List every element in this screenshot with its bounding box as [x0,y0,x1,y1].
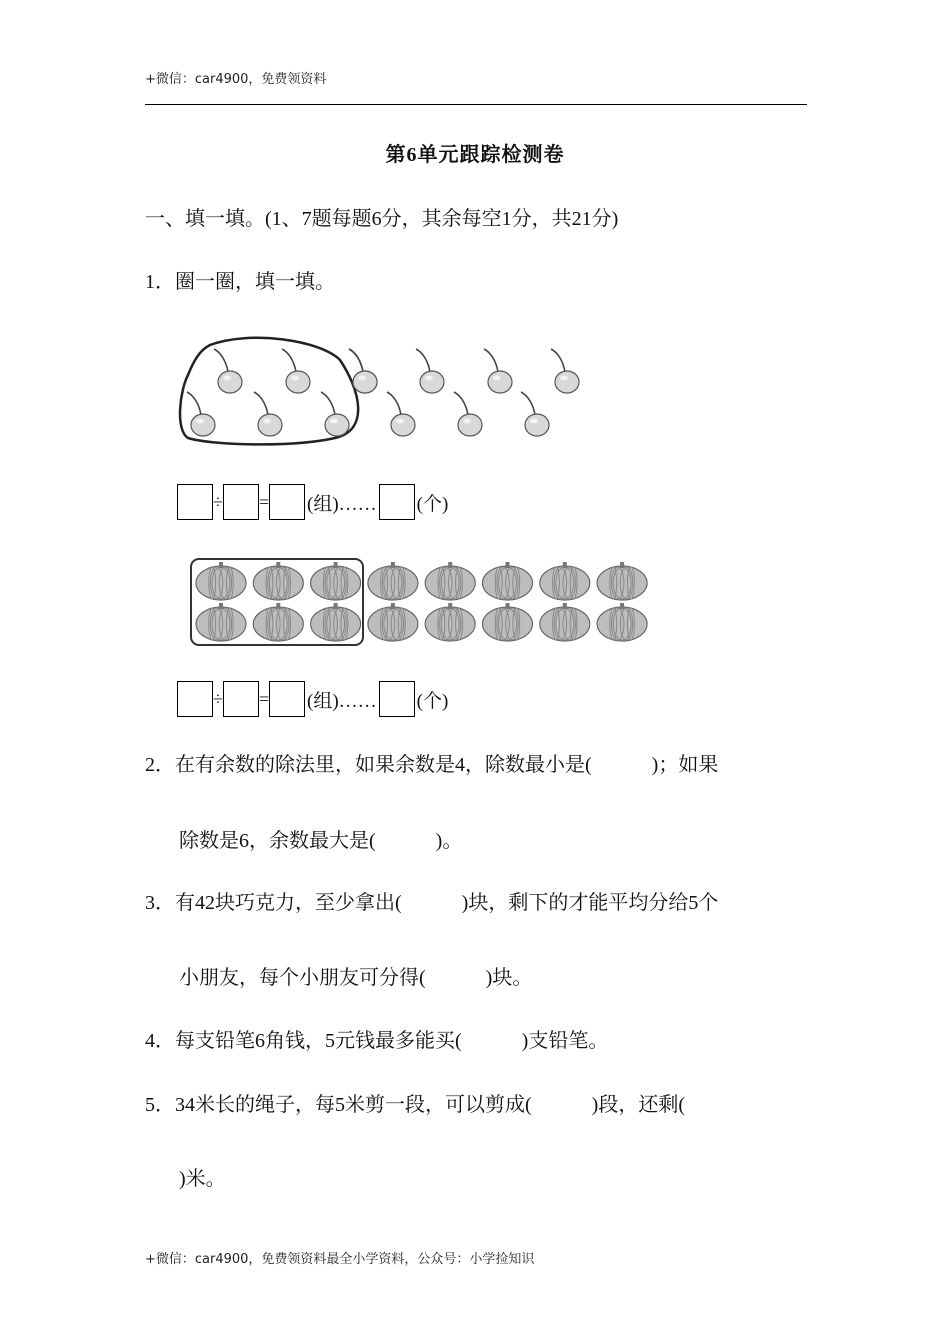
answer-box[interactable] [177,681,213,717]
answer-box[interactable] [177,484,213,520]
pumpkin-icon [196,603,246,641]
cherry-icon [387,392,415,436]
pumpkin-icon [253,603,303,641]
answer-box[interactable] [269,681,305,717]
header-note: +微信：car4900，免费领资料 [145,72,327,87]
group-label: (组)…… [307,493,377,515]
question-line-1: 每支铅笔6角钱，5元钱最多能买( )支铅笔。 [175,1030,609,1052]
unit-label: (个) [416,493,449,515]
pumpkins-illustration [188,556,653,651]
pumpkin-icon [311,603,361,641]
question-text: 圈一圈，填一填。 [175,271,335,293]
question-1 [145,265,335,294]
question-5-line-2: )米。 [179,1168,226,1190]
cherry-icon [454,392,482,436]
answer-box[interactable] [269,484,305,520]
cherry-icon [282,349,310,393]
pumpkin-icon [597,603,647,641]
cherry-icon [416,349,444,393]
pumpkin-icon [368,603,418,641]
question-number: 5． [145,1094,175,1116]
question-2 [145,748,718,777]
equals-sign: = [259,688,270,709]
question-line-1: 34米长的绳子，每5米剪一段，可以剪成( )段，还剩( [175,1094,685,1116]
question-number: 3． [145,892,175,914]
pumpkin-icon [540,603,590,641]
divide-sign: ÷ [213,688,223,709]
question-number: 4． [145,1030,175,1052]
answer-box[interactable] [223,484,259,520]
answer-box[interactable] [379,484,415,520]
answer-box[interactable] [379,681,415,717]
cherry-icon [484,349,512,393]
answer-box[interactable] [223,681,259,717]
pumpkin-icon [425,603,475,641]
pumpkin-icon [483,562,533,600]
cherry-icon [187,392,215,436]
cherries-illustration [170,330,600,450]
question-5 [145,1088,685,1117]
section-heading: 一、填一填。(1、7题每题6分，其余每空1分，共21分) [145,208,619,230]
question-3 [145,886,718,915]
cherry-icon [254,392,282,436]
question-2-line-2: 除数是6，余数最大是( )。 [179,830,463,852]
group-label: (组)…… [307,690,377,712]
pumpkin-icon [253,562,303,600]
footer-note: +微信：car4900，免费领资料最全小学资料，公众号：小学捡知识 [145,1252,535,1267]
pumpkin-icon [311,562,361,600]
pumpkin-icon [540,562,590,600]
divide-sign: ÷ [213,491,223,512]
question-number: 1． [145,271,175,293]
question-3-line-2: 小朋友，每个小朋友可分得( )块。 [179,967,533,989]
question-line-1: 有42块巧克力，至少拿出( )块，剩下的才能平均分给5个 [175,892,719,914]
cherry-icon [321,392,349,436]
cherry-icon [521,392,549,436]
question-4 [145,1024,608,1053]
question-line-1: 在有余数的除法里，如果余数是4，除数最小是( )；如果 [175,754,719,776]
unit-label: (个) [416,690,449,712]
cherry-icon [551,349,579,393]
header-rule [145,104,807,105]
cherry-icon [214,349,242,393]
equals-sign: = [259,491,270,512]
equation-row-1 [177,484,450,520]
pumpkin-icon [597,562,647,600]
pumpkin-icon [196,562,246,600]
pumpkin-icon [425,562,475,600]
pumpkin-icon [368,562,418,600]
page-title: 第6单元跟踪检测卷 [385,144,565,166]
pumpkin-icon [483,603,533,641]
question-number: 2． [145,754,175,776]
equation-row-2 [177,681,450,717]
